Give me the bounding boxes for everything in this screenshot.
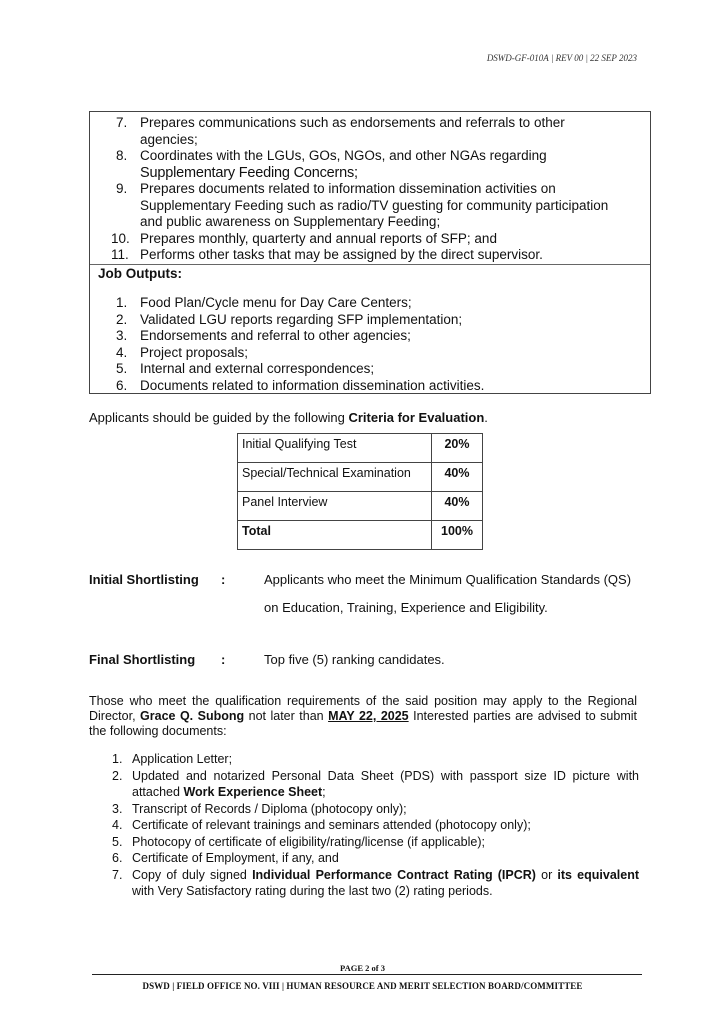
criteria-intro: Applicants should be guided by the following Criteria for Evaluation. [89, 410, 488, 425]
list-item: 7. Copy of duly signed Individual Performance Contract Rating (IPCR) or its equivalent with Very Satisfactory rating during the last two (2) rating periods. [112, 867, 640, 898]
list-item: 3. Endorsements and referral to other agencies; [116, 328, 411, 343]
table-row: Panel Interview 40% [238, 492, 483, 521]
list-item: 3. Transcript of Records / Diploma (photocopy only); [112, 801, 407, 816]
list-item: 10. Prepares monthly, quarterty and annual reports of SFP; and [111, 230, 497, 246]
list-item: 1. Food Plan/Cycle menu for Day Care Centers; [116, 295, 412, 310]
document-code: DSWD-GF-010A | REV 00 | 22 SEP 2023 [486, 53, 637, 63]
deadline-date: MAY 22, 2025 [328, 709, 409, 723]
list-item: 5. Internal and external correspondences; [116, 361, 375, 376]
table-row: Initial Qualifying Test 20% [238, 434, 483, 463]
list-item: 2. Updated and notarized Personal Data Sheet (PDS) with passport size ID picture with attached Work Experience Sheet; [112, 768, 639, 799]
job-outputs-list [90, 295, 610, 394]
section-divider [90, 264, 650, 265]
list-item: 9. Prepares documents related to information dissemination activities on Supplementary Feeding such as radio/TV guesting for community participation and public awareness on Supplementary Feeding; [116, 181, 609, 229]
criteria-table [237, 433, 483, 550]
job-outputs-heading: Job Outputs: [98, 266, 182, 281]
list-item: 4. Project proposals; [116, 344, 249, 360]
table-row-total: Total 100% [238, 521, 483, 550]
list-item: 11. Performs other tasks that may be assigned by the direct supervisor. [111, 247, 543, 262]
footer-divider [92, 974, 642, 975]
page-number: PAGE 2 of 3 [340, 963, 385, 973]
duties-box [89, 111, 651, 394]
list-item: 4. Certificate of relevant trainings and seminars attended (photocopy only); [112, 818, 531, 832]
list-item: 6. Certificate of Employment, if any, and [112, 851, 339, 865]
table-row: Special/Technical Examination 40% [238, 463, 483, 492]
footer-office: DSWD | FIELD OFFICE NO. VIII | HUMAN RESOURCE AND MERIT SELECTION BOARD/COMMITTEE [142, 981, 583, 991]
requirements-list [89, 751, 639, 900]
list-item: 8. Coordinates with the LGUs, GOs, NGOs, and other NGAs regarding Supplementary Feeding Concerns; [116, 148, 547, 181]
duties-list [90, 115, 610, 264]
list-item: 6. Documents related to information dissemination activities. [116, 377, 485, 393]
list-item: 1. Application Letter; [112, 752, 233, 766]
list-item: 7. Prepares communications such as endorsements and referrals to other agencies; [116, 115, 565, 147]
list-item: 2. Validated LGU reports regarding SFP implementation; [116, 311, 463, 327]
application-paragraph: Those who meet the qualification requirements of the said position may apply to the Regional Director, Grace Q. Subong not later than MAY 22, 2025 Interested parties are advised to submit the following documents: [89, 694, 637, 738]
list-item: 5. Photocopy of certificate of eligibility/rating/license (if applicable); [112, 834, 485, 849]
